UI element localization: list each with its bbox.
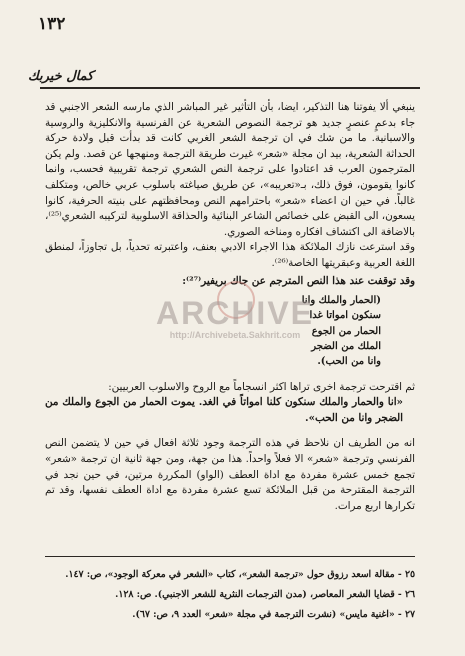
poem-intro: وقد توقفت عند هذا النص المترجم عن جاك بريفير⁽²⁷⁾:	[182, 274, 415, 287]
footnote-rule	[45, 556, 415, 557]
header-rule	[40, 87, 420, 89]
poem-line: (الحمار والملك وانا	[301, 295, 381, 307]
footnote-27: ٢٧ - «اغنية مايس» (نشرت الترجمة في مجلة «شعر» العدد ٩، ص: ٦٧).	[132, 609, 415, 620]
poem-line: وانا من الحب).	[317, 356, 381, 368]
watermark-url: http://Archivebeta.Sakhrit.com	[169, 330, 301, 340]
running-header-author: كمال خيربك	[28, 69, 94, 84]
poem-line: الحمار من الجوع	[311, 325, 381, 337]
footnote-25: ٢٥ - مقالة اسعد رزوق حول «ترجمة الشعر»، كتاب «الشعر في معركة الوجود»، ص: ١٤٧.	[65, 569, 415, 580]
footnote-26: ٢٦ - قضايا الشعر المعاصر، (مدن الترجمات النثرية للشعر الاجنبي). ص: ١٢٨.	[115, 589, 415, 600]
poem-line: الملك من الضجر	[311, 341, 381, 353]
archive-watermark	[150, 295, 320, 340]
page-number: ١٣٢	[38, 14, 66, 34]
alternative-translation-intro: ثم اقترحت ترجمة اخرى تراها اكثر انسجاماً مع الروح والاسلوب العربيين:	[108, 380, 415, 393]
watermark-word: ARCHIVE	[155, 295, 314, 331]
paragraph-translation-influence: ينبغي ألا يفوتنا هنا التذكير، ايضا، بأن التأثير غير المباشر الذي مارسه الشعر الاجنبي قد جاء بدعمٍ عنصرٍ جديد هو ترجمة النصوص الشعرية عن الفرنسية والانكليزية والروسية والاسبانية. ما من شك في ان ترجمة الشعر الغربي كانت قد بدأت قبل ولادة حركة الحداثة الشعرية، بيد ان مجلة «شعر» غيرت طريقة الترجمة ومنهجها عن قصد. ولم يكن المترجمون العرب قد اعتادوا على ترجمة النص الشعري ترجمة تقريبية فحسب، وانما كانوا يقومون، فوق ذلك، بـ«تعريبه»، عن طريق صياغته باسلوب عربي خالص، ومتكلف غالباً. في حين ان اعضاء «شعر» باحترامهم النص ومحافظتهم على بنيته الحرفية، كانوا يسعون، الى القبض على خصائص الشاعر البنائية والحذاقة الاسلوبية لتركيبه الشعري⁽²⁵⁾، بالاضافة الى اكتشاف افكاره ومناخه الصوري.	[45, 101, 415, 238]
paragraph-nazik-al-malaika: وقد استرعت نازك الملائكة هذا الاجراء الادبي بعنف، واعتبرته تحدياً، بل تجاوزاً، لمنطق اللغة العربية وعبقريتها الخاصة⁽²⁶⁾.	[45, 241, 415, 269]
poem-line: سنكون امواتا غدا	[309, 310, 381, 322]
alternative-translation-quote: «انا والحمار والملك سنكون كلنا امواتاً في الغد. يموت الحمار من الجوع والملك من الضجر وانا من الحب».	[45, 396, 403, 424]
paragraph-word-count: انه من الطريف ان نلاحظ في هذه الترجمة وجود ثلاثة افعال في حين لا يتضمن النص الفرنسي وترجمة «شعر» الا فعلاً واحداً. هذا من جهة، ومن جهة ثانية ان ترجمة «شعر» تجمع خمس عشرة مفردة مع اداة العطف (الواو) المكررة مرتين، في حين نجد في الترجمة المقترحة من قبل الملائكة تسع عشرة مفردة مع اداة العطف نفسها، وقد تم تكرارها اربع مرات.	[45, 437, 415, 512]
footnotes	[45, 565, 415, 625]
